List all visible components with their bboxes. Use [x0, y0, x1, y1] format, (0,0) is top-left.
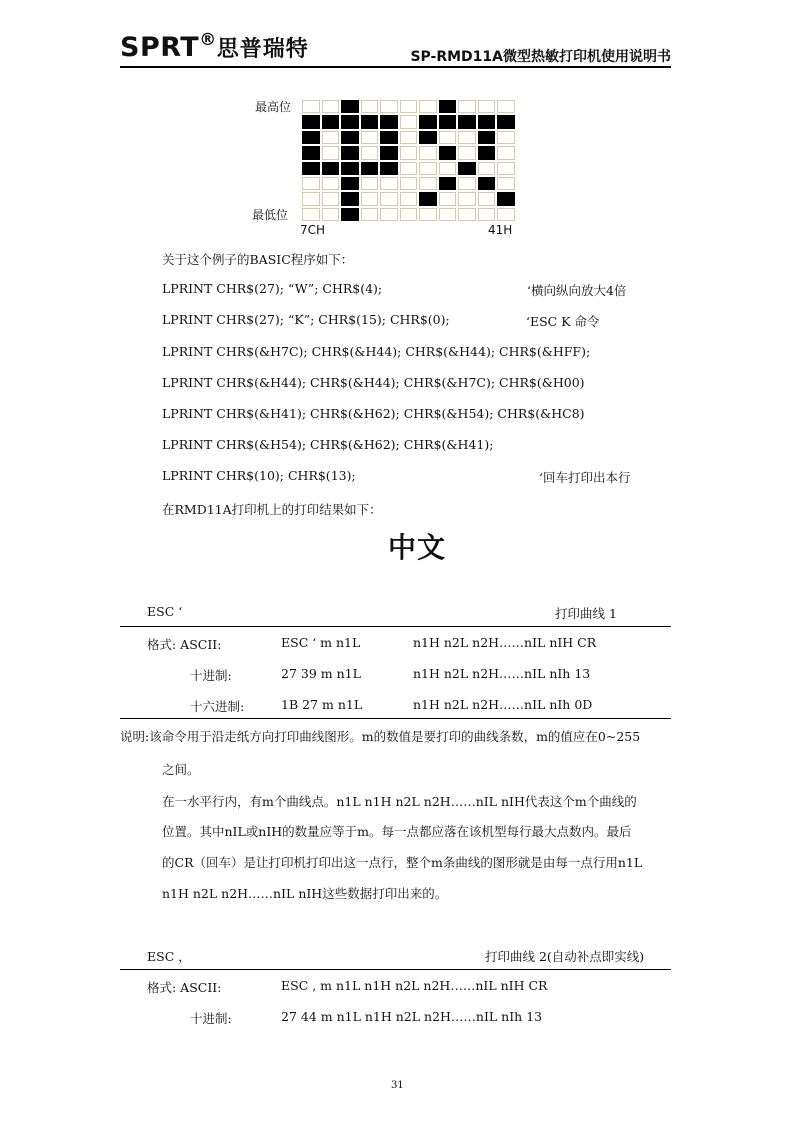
dot-filled: [380, 131, 398, 144]
page-number: 31: [391, 1080, 404, 1091]
dot-empty: [400, 146, 418, 159]
dot-empty: [380, 192, 398, 205]
first-column-hex: 7CH: [300, 223, 326, 237]
cmd2-format-label: 格式: ASCII:: [147, 980, 222, 995]
basic-line-6-code: LPRINT CHR$(&H54); CHR$(&H62); CHR$(&H41);: [162, 437, 494, 452]
brand-logo: [120, 30, 309, 63]
dot-filled: [419, 115, 437, 128]
dot-filled: [380, 162, 398, 175]
explanation-line-2: 之间。: [162, 762, 200, 777]
dot-filled: [341, 162, 359, 175]
dot-empty: [302, 100, 320, 113]
dot-filled: [439, 146, 457, 159]
dot-empty: [322, 192, 340, 205]
header-rule: [120, 66, 671, 68]
dot-empty: [458, 131, 476, 144]
dot-filled: [419, 192, 437, 205]
dot-filled: [439, 100, 457, 113]
dot-empty: [400, 192, 418, 205]
dot-empty: [322, 146, 340, 159]
basic-line-7-code: LPRINT CHR$(10); CHR$(13);: [162, 468, 356, 483]
basic-line-3-code: LPRINT CHR$(&H7C); CHR$(&H44); CHR$(&H44); CHR$(&HFF);: [162, 344, 591, 359]
dot-matrix-figure: [302, 100, 517, 223]
print-result-sample: 中文: [388, 531, 447, 564]
dot-filled: [322, 162, 340, 175]
dot-empty: [419, 162, 437, 175]
dot-filled: [341, 115, 359, 128]
cmd1-decimal-a: 27 39 m n1L: [281, 666, 361, 681]
dot-filled: [341, 131, 359, 144]
dot-empty: [322, 208, 340, 221]
dot-empty: [458, 146, 476, 159]
dot-filled: [341, 208, 359, 221]
basic-line-2-code: LPRINT CHR$(27); “K”; CHR$(15); CHR$(0);: [162, 312, 450, 327]
document-title: SP-RMD11A微型热敏打印机使用说明书: [410, 49, 671, 65]
cmd2-decimal-label: 十进制:: [190, 1011, 232, 1026]
dot-empty: [458, 177, 476, 190]
cmd2-decimal: 27 44 m n1L n1H n2L n2H……nIL nIh 13: [281, 1009, 543, 1024]
dot-filled: [497, 192, 515, 205]
cmd1-hex-label: 十六进制:: [190, 699, 245, 714]
dot-empty: [478, 208, 496, 221]
dot-filled: [478, 115, 496, 128]
dot-empty: [439, 162, 457, 175]
dot-empty: [497, 146, 515, 159]
dot-empty: [497, 162, 515, 175]
brand-name: SPRT: [120, 32, 200, 63]
cmd1-decimal-b: n1H n2L n2H……nIL nIh 13: [413, 666, 591, 681]
dot-empty: [458, 192, 476, 205]
basic-line-5-code: LPRINT CHR$(&H41); CHR$(&H62); CHR$(&H54); CHR$(&HC8): [162, 406, 585, 421]
registered-mark: ®: [199, 30, 217, 50]
dot-filled: [361, 115, 379, 128]
dot-empty: [400, 131, 418, 144]
dot-empty: [361, 100, 379, 113]
dot-empty: [361, 131, 379, 144]
basic-line-2-comment: ‘ESC K 命令: [526, 314, 600, 329]
dot-empty: [439, 192, 457, 205]
dot-empty: [497, 177, 515, 190]
dot-empty: [361, 192, 379, 205]
dot-empty: [497, 208, 515, 221]
dot-empty: [400, 177, 418, 190]
cmd1-hex-a: 1B 27 m n1L: [281, 697, 363, 712]
basic-line-1-comment: ‘横向纵向放大4倍: [527, 283, 627, 298]
dot-empty: [439, 131, 457, 144]
dot-filled: [380, 146, 398, 159]
dot-empty: [400, 162, 418, 175]
dot-filled: [478, 177, 496, 190]
dot-filled: [322, 115, 340, 128]
dot-filled: [478, 146, 496, 159]
dot-filled: [361, 162, 379, 175]
dot-filled: [478, 131, 496, 144]
dot-empty: [478, 192, 496, 205]
dot-empty: [497, 131, 515, 144]
cmd1-hex-b: n1H n2L n2H……nIL nIh 0D: [413, 697, 593, 712]
cmd1-top-rule: [120, 626, 671, 627]
brand-chinese-name: 思普瑞特: [216, 37, 309, 62]
dot-empty: [302, 192, 320, 205]
cmd1-decimal-label: 十进制:: [190, 668, 232, 683]
dot-filled: [341, 146, 359, 159]
dot-empty: [497, 100, 515, 113]
dot-empty: [322, 131, 340, 144]
dot-empty: [302, 177, 320, 190]
dot-filled: [458, 162, 476, 175]
explanation-line-1: 说明:该命令用于沿走纸方向打印曲线图形。m的数值是要打印的曲线条数，m的值应在0~255: [120, 729, 641, 744]
dot-empty: [419, 208, 437, 221]
basic-line-7-comment: ‘回车打印出本行: [539, 470, 631, 485]
cmd1-name: ESC ‘: [147, 604, 183, 619]
dot-empty: [458, 100, 476, 113]
dot-empty: [478, 162, 496, 175]
explanation-line-5: 的CR（回车）是让打印机打印出这一点行，整个m条曲线的图形就是由每一点行用n1L: [162, 855, 643, 870]
dot-filled: [302, 131, 320, 144]
last-column-hex: 41H: [488, 223, 513, 237]
dot-empty: [361, 177, 379, 190]
dot-empty: [322, 177, 340, 190]
dot-empty: [380, 177, 398, 190]
dot-filled: [439, 115, 457, 128]
dot-filled: [341, 192, 359, 205]
lsb-label: 最低位: [252, 208, 289, 222]
basic-intro: 关于这个例子的BASIC程序如下：: [162, 252, 354, 267]
dot-filled: [302, 146, 320, 159]
dot-empty: [322, 100, 340, 113]
dot-empty: [302, 208, 320, 221]
dot-empty: [419, 146, 437, 159]
cmd1-title: 打印曲线 1: [555, 606, 617, 621]
explanation-line-4: 位置。其中nIL或nIH的数量应等于m。每一点都应落在该机型每行最大点数内。最后: [162, 824, 632, 839]
dot-filled: [497, 115, 515, 128]
dot-filled: [302, 162, 320, 175]
dot-empty: [478, 100, 496, 113]
dot-filled: [341, 100, 359, 113]
cmd2-ascii: ESC , m n1L n1H n2L n2H……nIL nIH CR: [281, 978, 548, 993]
dot-empty: [361, 208, 379, 221]
cmd1-format-label: 格式: ASCII:: [147, 637, 222, 652]
dot-filled: [341, 177, 359, 190]
cmd1-ascii-b: n1H n2L n2H……nIL nIH CR: [413, 635, 597, 650]
result-intro: 在RMD11A打印机上的打印结果如下：: [162, 502, 382, 517]
dot-empty: [419, 177, 437, 190]
msb-label: 最高位: [255, 100, 292, 114]
explanation-line-3: 在一水平行内，有m个曲线点。n1L n1H n2L n2H……nIL nIH代表这个m个曲线的: [162, 794, 637, 809]
dot-empty: [458, 208, 476, 221]
dot-empty: [439, 208, 457, 221]
basic-line-4-code: LPRINT CHR$(&H44); CHR$(&H44); CHR$(&H7C); CHR$(&H00): [162, 375, 585, 390]
dot-empty: [400, 208, 418, 221]
cmd2-top-rule: [120, 969, 671, 970]
cmd2-name: ESC ，: [147, 949, 191, 964]
dot-filled: [380, 115, 398, 128]
cmd2-title: 打印曲线 2(自动补点即实线): [485, 949, 645, 964]
explanation-line-6: n1H n2L n2H……nIL nIH这些数据打印出来的。: [162, 886, 448, 901]
dot-empty: [380, 208, 398, 221]
dot-empty: [361, 146, 379, 159]
dot-empty: [419, 100, 437, 113]
basic-line-1-code: LPRINT CHR$(27); “W”; CHR$(4);: [162, 281, 383, 296]
cmd1-ascii-a: ESC ‘ m n1L: [281, 635, 361, 650]
dot-filled: [302, 115, 320, 128]
dot-empty: [400, 115, 418, 128]
dot-filled: [458, 115, 476, 128]
cmd1-bottom-rule: [120, 718, 671, 719]
dot-empty: [380, 100, 398, 113]
dot-filled: [439, 177, 457, 190]
dot-filled: [419, 131, 437, 144]
dot-empty: [400, 100, 418, 113]
